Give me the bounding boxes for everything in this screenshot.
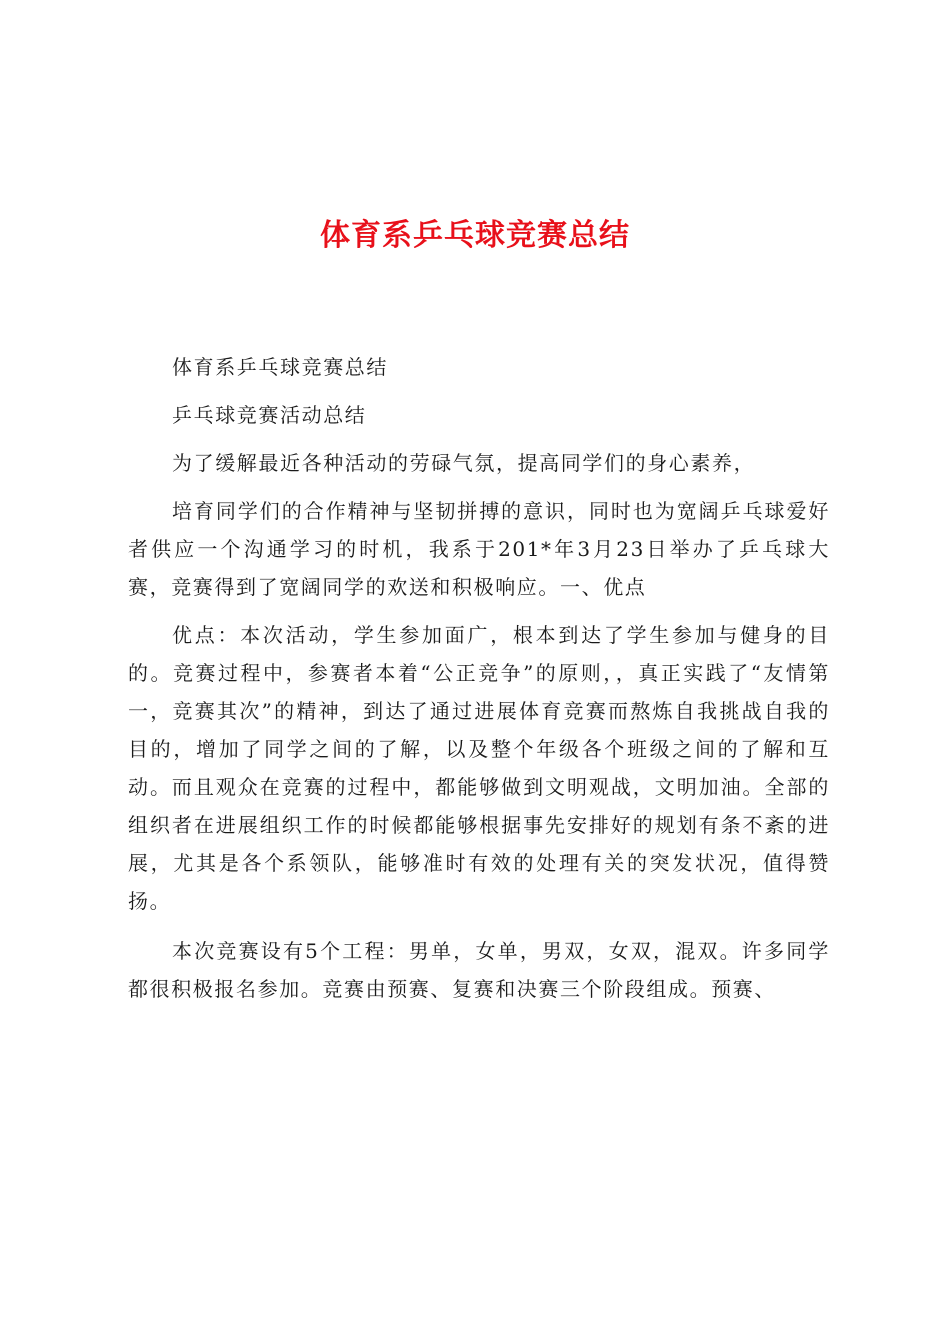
document-body [128, 348, 830, 1008]
paragraph-3: 为了缓解最近各种活动的劳碌气氛，提高同学们的身心素养， [172, 451, 756, 475]
document-title: 体育系乒乓球竞赛总结 [320, 218, 630, 253]
paragraph-6: 本次竞赛设有5个工程：男单，女单，男双，女双，混双。许多同学都很积极报名参加。竞赛由预赛、复赛和决赛三个阶段组成。预赛、 [128, 939, 830, 1001]
paragraph-1: 体育系乒乓球竞赛总结 [172, 355, 388, 379]
paragraph-5: 优点：本次活动，学生参加面广，根本到达了学生参加与健身的目的。竞赛过程中，参赛者本着“公正竞争”的原则，，真正实践了“友情第一，竞赛其次”的精神，到达了通过进展体育竞赛而熬炼自我挑战自我的目的，增加了同学之间的了解，以及整个年级各个班级之间的了解和互动。而且观众在竞赛的过程中，都能够做到文明观战，文明加油。全部的组织者在进展组织工作的时候都能够根据事先安排好的规划有条不紊的进展，尤其是各个系领队，能够准时有效的处理有关的突发状况，值得赞扬。 [128, 623, 830, 913]
paragraph-4: 培育同学们的合作精神与坚韧拼搏的意识，同时也为宽阔乒乓球爱好者供应一个沟通学习的时机，我系于201*年3月23日举办了乒乓球大赛，竞赛得到了宽阔同学的欢送和积极响应。一、优点 [128, 499, 830, 599]
paragraph-2: 乒乓球竞赛活动总结 [172, 403, 367, 427]
